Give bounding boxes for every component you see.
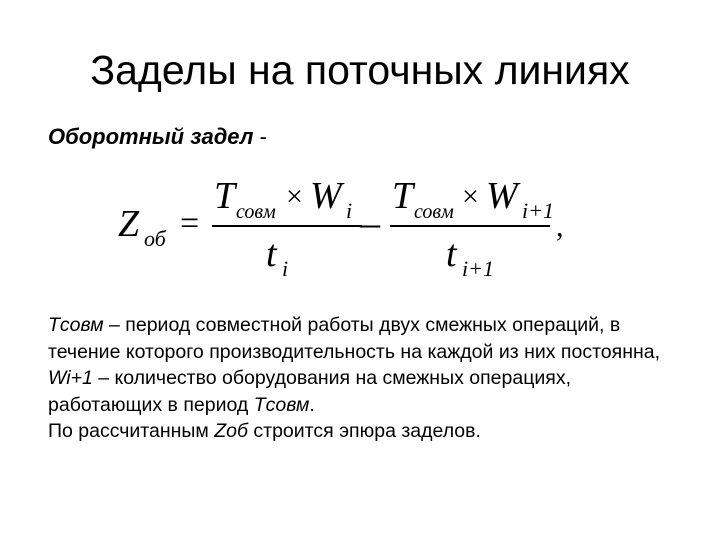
formula-num2-W: W xyxy=(486,175,518,217)
formula-equals: = xyxy=(180,205,200,242)
formula-num2-W-sub: i+1 xyxy=(522,198,554,223)
formula-num2-T-sub: совм xyxy=(414,201,454,223)
formula-num1-W-sub: i xyxy=(346,198,353,223)
term-tsovm: Tсовм xyxy=(48,314,104,336)
definition-tsovm-text: – период совместной работы двух смежных операций, в течение которого производительность на каждой из них постоянна, xyxy=(48,314,660,363)
formula-num1-T: T xyxy=(214,175,236,217)
slide-title: Заделы на поточных линиях xyxy=(90,47,630,93)
formula-num2-times: × xyxy=(462,180,479,213)
formula-num1-T-sub: совм xyxy=(236,201,276,223)
formula xyxy=(110,166,590,290)
formula-num1-W: W xyxy=(310,175,342,217)
subtitle xyxy=(48,122,267,152)
formula-den1-t: t xyxy=(266,233,277,275)
definition-wi1 xyxy=(48,365,688,418)
formula-lhs-sub: об xyxy=(144,226,166,251)
formula-lhs: Z xyxy=(118,203,140,245)
formula-minus: – xyxy=(360,200,380,245)
formula-den2-t: t xyxy=(446,233,457,275)
formula-comma: , xyxy=(556,210,564,243)
definition-tsovm xyxy=(48,312,688,365)
formula-num2-T: T xyxy=(392,175,414,217)
definitions xyxy=(48,312,688,445)
formula-den2-t-sub: i+1 xyxy=(462,256,494,281)
term-wi1: Wi+1 xyxy=(48,367,93,390)
definition-wi1-text: – количество оборудования на смежных операциях, работающих в период xyxy=(48,367,571,416)
formula-svg xyxy=(110,166,590,290)
definition-zob xyxy=(48,418,688,445)
term-tsovm-inline: Tсовм xyxy=(253,393,310,416)
formula-num1-times: × xyxy=(286,180,303,213)
term-zob: Zоб xyxy=(214,420,248,443)
definition-zob-text: строится эпюра заделов. xyxy=(247,420,481,443)
definition-zob-start: По рассчитанным xyxy=(48,420,215,443)
definition-wi1-end: . xyxy=(309,393,315,416)
formula-den1-t-sub: i xyxy=(282,256,289,281)
subtitle-term: Оборотный задел xyxy=(48,124,254,149)
subtitle-suffix: - xyxy=(253,124,267,149)
